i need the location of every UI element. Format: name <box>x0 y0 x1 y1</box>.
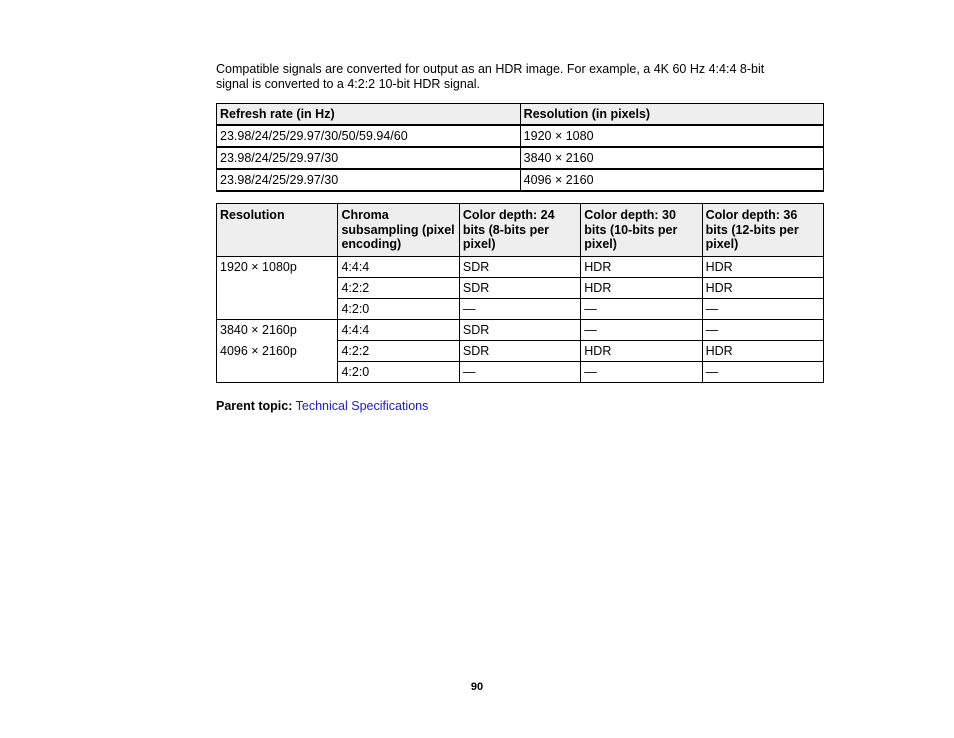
chroma-cell: 4:4:4 <box>338 256 459 277</box>
depth-30-cell: — <box>581 361 702 382</box>
depth-24-cell: — <box>459 298 580 319</box>
header-resolution-pixels: Resolution (in pixels) <box>520 104 823 126</box>
depth-24-cell: — <box>459 361 580 382</box>
header-resolution: Resolution <box>217 204 338 257</box>
table-row <box>217 256 824 277</box>
chroma-cell: 4:4:4 <box>338 319 459 340</box>
refresh-rate-table <box>216 103 824 192</box>
depth-30-cell: HDR <box>581 340 702 361</box>
resolution-label: 4096 × 2160p <box>220 344 297 358</box>
depth-36-cell: — <box>702 361 823 382</box>
header-color-depth-24: Color depth: 24 bits (8-bits per pixel) <box>459 204 580 257</box>
header-color-depth-30: Color depth: 30 bits (10-bits per pixel) <box>581 204 702 257</box>
depth-36-cell: — <box>702 298 823 319</box>
header-chroma-subsampling: Chroma subsampling (pixel encoding) <box>338 204 459 257</box>
table-row <box>217 147 824 169</box>
table-row <box>217 125 824 147</box>
refresh-rate-cell: 23.98/24/25/29.97/30 <box>217 169 521 191</box>
color-depth-table <box>216 203 824 383</box>
depth-36-cell: HDR <box>702 340 823 361</box>
resolution-cell: 1920 × 1080 <box>520 125 823 147</box>
refresh-rate-cell: 23.98/24/25/29.97/30/50/59.94/60 <box>217 125 521 147</box>
depth-36-cell: HDR <box>702 277 823 298</box>
intro-line-1: Compatible signals are converted for output as an HDR image. For example, a 4K 60 Hz 4:4:4 8-bit <box>216 62 765 76</box>
parent-topic-label: Parent topic: <box>216 399 293 413</box>
parent-topic-link[interactable]: Technical Specifications <box>295 399 429 413</box>
depth-30-cell: — <box>581 298 702 319</box>
refresh-rate-cell: 23.98/24/25/29.97/30 <box>217 147 521 169</box>
chroma-cell: 4:2:2 <box>338 277 459 298</box>
depth-24-cell: SDR <box>459 340 580 361</box>
chroma-cell: 4:2:0 <box>338 361 459 382</box>
chroma-cell: 4:2:2 <box>338 340 459 361</box>
page-number: 90 <box>470 681 484 693</box>
depth-24-cell: SDR <box>459 319 580 340</box>
chroma-cell: 4:2:0 <box>338 298 459 319</box>
header-color-depth-36: Color depth: 36 bits (12-bits per pixel) <box>702 204 823 257</box>
depth-24-cell: SDR <box>459 277 580 298</box>
depth-30-cell: — <box>581 319 702 340</box>
parent-topic <box>216 399 428 414</box>
intro-paragraph <box>216 62 826 92</box>
resolution-label: 1920 × 1080p <box>220 259 297 274</box>
resolution-group-cell <box>217 256 338 319</box>
depth-30-cell: HDR <box>581 256 702 277</box>
table-row <box>217 319 824 340</box>
table-row <box>217 169 824 191</box>
header-refresh-rate: Refresh rate (in Hz) <box>217 104 521 126</box>
table-header-row <box>217 204 824 257</box>
depth-30-cell: HDR <box>581 277 702 298</box>
depth-24-cell: SDR <box>459 256 580 277</box>
resolution-label: 3840 × 2160p <box>220 322 297 337</box>
resolution-cell: 4096 × 2160 <box>520 169 823 191</box>
resolution-group-cell <box>217 319 338 382</box>
intro-line-2: signal is converted to a 4:2:2 10-bit HDR signal. <box>216 77 481 91</box>
depth-36-cell: HDR <box>702 256 823 277</box>
resolution-cell: 3840 × 2160 <box>520 147 823 169</box>
depth-36-cell: — <box>702 319 823 340</box>
table-header-row <box>217 104 824 126</box>
